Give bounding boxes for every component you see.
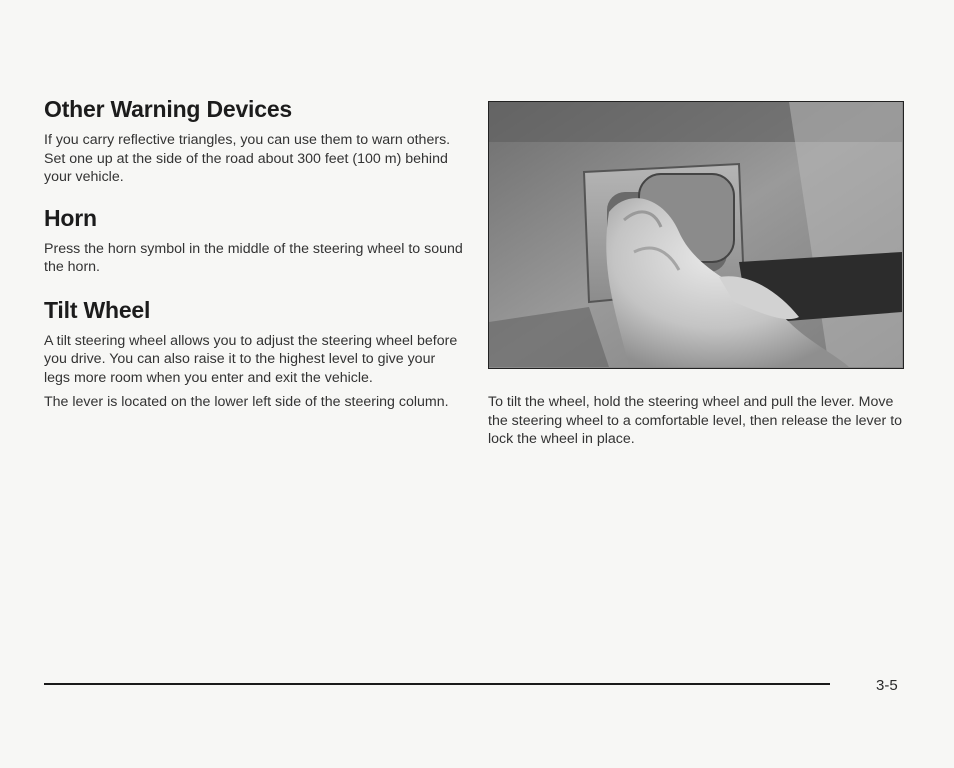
section-horn xyxy=(44,205,464,277)
heading-other-warning-devices: Other Warning Devices xyxy=(44,96,293,122)
section-other-warning-devices xyxy=(44,96,464,187)
heading-tilt-wheel: Tilt Wheel xyxy=(44,296,151,323)
left-column xyxy=(44,96,464,418)
photo-caption xyxy=(488,393,908,455)
page-number: 3-5 xyxy=(876,677,898,694)
caption-text: To tilt the wheel, hold the steering wheel and pull the lever. Move the steering wheel to a comfortable level, then release the lever to lock the wheel in place. xyxy=(488,394,903,447)
horn-text: Press the horn symbol in the middle of the steering wheel to sound the horn. xyxy=(44,240,463,275)
tilt-lever-illustration xyxy=(489,102,902,367)
tilt-wheel-text-2: The lever is located on the lower left side of the steering column. xyxy=(44,394,449,410)
section-tilt-wheel xyxy=(44,297,464,412)
footer-rule xyxy=(44,683,830,685)
tilt-wheel-text-1: A tilt steering wheel allows you to adjust the steering wheel before you drive. You can also raise it to the highest level to give your legs more room when you enter and exit the vehicle. xyxy=(44,332,458,386)
heading-horn: Horn xyxy=(44,204,97,231)
tilt-lever-photo xyxy=(488,101,904,369)
warning-devices-text: If you carry reflective triangles, you can use them to warn others. Set one up at the side of the road about 300 feet (100 m) behind your vehicle. xyxy=(44,132,451,185)
